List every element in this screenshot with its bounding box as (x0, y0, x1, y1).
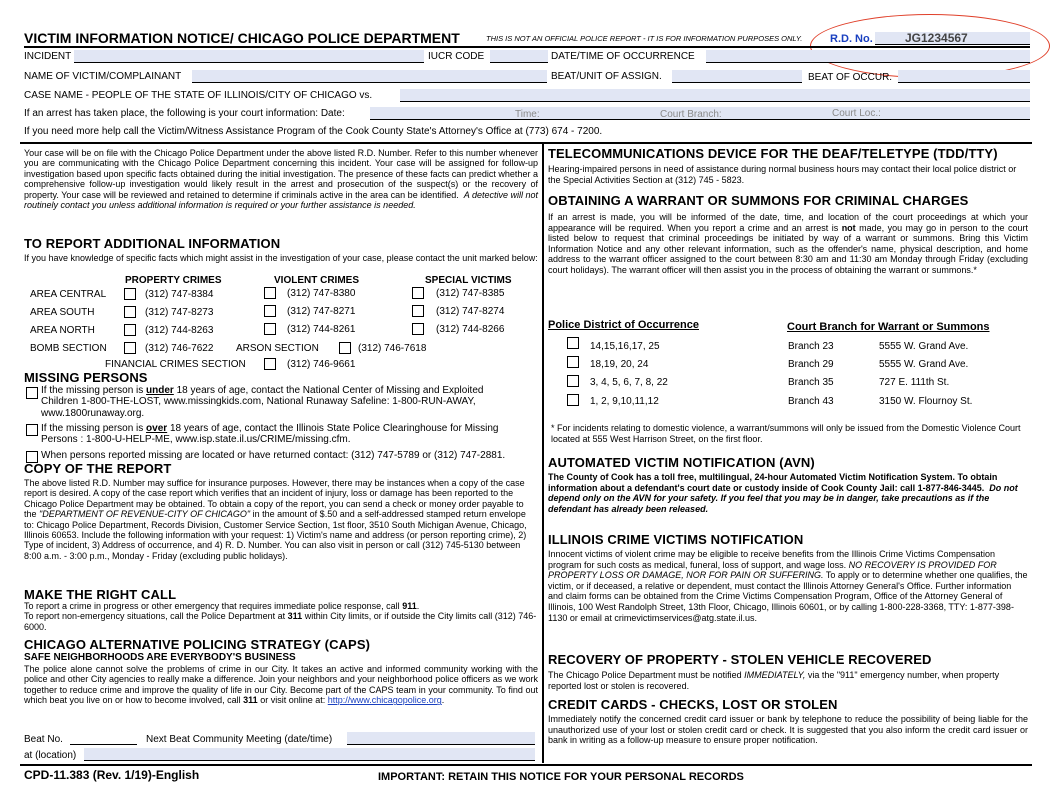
avn-text: The County of Cook has a toll free, multilingual, 24-hour Automated Victim Notification System. To obtain information about a defendant's court date or custody inside of Cook County Jail: call 1-877-846-3445. Do not depend only on the AVN for your safety. If you feel that you may be in danger, take precautions as if the defendant has already been released. (548, 472, 1018, 514)
branch-heading: Court Branch for Warrant or Summons (787, 321, 990, 333)
beat-unit-label: BEAT/UNIT OF ASSIGN. (551, 71, 662, 82)
checkbox-special-south[interactable] (412, 305, 424, 317)
checkbox-special-central[interactable] (412, 287, 424, 299)
tdd-text: Hearing-impaired persons in need of assistance during normal business hours may contact their local police district or the Special Activities Section at (312) 745 - 5823. (548, 164, 1017, 185)
district-list: 3, 4, 5, 6, 7, 8, 22 (590, 377, 668, 388)
victim-label: NAME OF VICTIM/COMPLAINANT (24, 71, 182, 82)
violent-phone: (312) 747-8380 (287, 288, 356, 299)
rd-label: R.D. No. (830, 33, 873, 45)
checkbox-district-row[interactable] (567, 337, 579, 349)
case-name-field[interactable] (400, 89, 1030, 101)
area-north-label: AREA NORTH (30, 325, 95, 336)
case-name-label: CASE NAME - PEOPLE OF THE STATE OF ILLINOIS/CITY OF CHICAGO vs. (24, 90, 373, 101)
property-phone: (312) 747-8273 (145, 307, 214, 318)
col-violent-crimes: VIOLENT CRIMES (274, 275, 360, 286)
iucr-label: IUCR CODE (428, 51, 485, 62)
help-line: If you need more help call the Victim/Witness Assistance Program of the Cook County State's Attorney's Office at (773) 674 - 7200. (24, 126, 603, 137)
arson-phone: (312) 746-7618 (358, 343, 427, 354)
bomb-phone: (312) 746-7622 (145, 343, 214, 354)
warrant-heading: OBTAINING A WARRANT OR SUMMONS FOR CRIMINAL CHARGES (548, 193, 969, 208)
checkbox-arson[interactable] (339, 342, 351, 354)
beat-occur-field[interactable] (898, 70, 1030, 82)
caps-link[interactable]: http://www.chicagopolice.org (327, 695, 442, 706)
checkbox-financial[interactable] (264, 358, 276, 370)
iucr-field[interactable] (490, 50, 548, 62)
checkbox-district-row[interactable] (567, 356, 579, 368)
branch-name: Branch 43 (788, 396, 834, 407)
checkbox-violent-central[interactable] (264, 287, 276, 299)
at-location-field[interactable] (84, 748, 535, 760)
checkbox-missing-over-18[interactable] (26, 424, 38, 436)
branch-name: Branch 29 (788, 359, 834, 370)
arson-section-label: ARSON SECTION (236, 343, 319, 354)
special-phone: (312) 747-8385 (436, 288, 505, 299)
warrant-text: If an arrest is made, you will be informed of the date, time, and location of the court proceedings at which your appearance will be required. When you report a crime and an arrest is not made, you may go in person to the court listed below to request that criminal proceedings be initiated by way of a warrant or summons. Bring this Victim Information Notice and any other relevant information, such as the offender's name, physical description, and home address to the warrant officer assigned to the court between 8:30 am and 11:30 am Monday through Friday (excluding court holidays). The warrant officer will then assist you in the process of obtaining the warrant or summons.* (548, 212, 1028, 275)
right-call-text: To report a crime in progress or other emergency that requires immediate police response, call 911. To report non-emergency situations, call the Police Department at 311 within City limits, or if outside the City limits call (312) 746-6000. (24, 601, 537, 632)
district-list: 1, 2, 9,10,11,12 (590, 396, 659, 407)
court-loc-label: Court Loc.: (832, 108, 881, 119)
property-phone: (312) 747-8384 (145, 289, 214, 300)
beat-unit-field[interactable] (672, 70, 802, 82)
branch-name: Branch 23 (788, 341, 834, 352)
checkbox-special-north[interactable] (412, 323, 424, 335)
violent-phone: (312) 747-8271 (287, 306, 356, 317)
checkbox-district-row[interactable] (567, 394, 579, 406)
checkbox-district-row[interactable] (567, 375, 579, 387)
area-central-label: AREA CENTRAL (30, 289, 107, 300)
district-list: 14,15,16,17, 25 (590, 341, 660, 352)
district-heading: Police District of Occurrence (548, 319, 699, 331)
tdd-heading: TELECOMMUNICATIONS DEVICE FOR THE DEAF/TELETYPE (TDD/TTY) (548, 146, 998, 161)
copy-report-text: The above listed R.D. Number may suffice for insurance purposes. However, there may be instances when a copy of the case report is desired. A copy of the case report which verifies that an incident of injury, loss or damage has been reported to the Chicago Police Department may be obtained. To obtain a copy of the report, you can send a check or money order payable to the "DEPARTMENT OF REVENUE-CITY OF CHICAGO" in the amount of $.50 and a self-addressed stamped return envelope to: Chicago Police Department, Records Division, Customer Service Section, 1st floor, 3510 South Michigan Avenue, Chicago, Illinois 60653. Include the following information with your request: 1) Victim's name and address (or person reporting crime), 2) Type of incident, 3) Address of occurrence, and 4) R. D. Number. You can also visit in person or call (312) 745-5130 between 8:00 a.m. - 3:00 p.m., Monday - Friday (excluding public holidays). (24, 478, 527, 561)
datetime-field[interactable] (706, 50, 1030, 62)
checkbox-missing-under-18[interactable] (26, 387, 38, 399)
incident-field[interactable] (74, 50, 424, 62)
time-label: Time: (515, 109, 540, 120)
missing-under-18-text: If the missing person is under 18 years of age, contact the National Center of Missing and Exploited Children 1-800-THE-LOST, www.missingkids.com, National Runaway Safeline: 1-800-RUN-AWAY, www.1800runaway.org. (41, 385, 484, 419)
checkbox-property-central[interactable] (124, 288, 136, 300)
beat-occur-label: BEAT OF OCCUR. (808, 72, 893, 83)
page-title: VICTIM INFORMATION NOTICE/ CHICAGO POLICE DEPARTMENT (24, 30, 460, 46)
branch-address: 3150 W. Flournoy St. (879, 396, 973, 407)
special-phone: (312) 747-8274 (436, 306, 505, 317)
credit-cards-heading: CREDIT CARDS - CHECKS, LOST OR STOLEN (548, 697, 838, 712)
missing-over-18-text: If the missing person is over 18 years of age, contact the Illinois State Police Clearinghouse for Missing Persons : 1-800-U-HELP-ME, www.isp.state.il.us/CRIME/missing.cfm. (41, 423, 499, 446)
recovery-heading: RECOVERY OF PROPERTY - STOLEN VEHICLE RECOVERED (548, 652, 932, 667)
bomb-section-label: BOMB SECTION (30, 343, 107, 354)
violent-phone: (312) 744-8261 (287, 324, 356, 335)
branch-name: Branch 35 (788, 377, 834, 388)
disclaimer: THIS IS NOT AN OFFICIAL POLICE REPORT - IT IS FOR INFORMATION PURPOSES ONLY. (486, 34, 803, 43)
missing-persons-heading: MISSING PERSONS (24, 370, 148, 385)
report-text: If you have knowledge of specific facts which might assist in the investigation of your case, please contact the unit marked below: (24, 253, 538, 263)
col-property-crimes: PROPERTY CRIMES (125, 275, 222, 286)
financial-phone: (312) 746-9661 (287, 359, 356, 370)
report-heading: TO REPORT ADDITIONAL INFORMATION (24, 236, 281, 251)
area-south-label: AREA SOUTH (30, 307, 95, 318)
next-beat-field[interactable] (347, 732, 535, 744)
court-branch-label: Court Branch: (660, 109, 722, 120)
col-special-victims: SPECIAL VICTIMS (425, 275, 512, 286)
caps-heading: CHICAGO ALTERNATIVE POLICING STRATEGY (CAPS) (24, 637, 371, 652)
branch-address: 5555 W. Grand Ave. (879, 341, 969, 352)
special-phone: (312) 744-8266 (436, 324, 505, 335)
next-beat-label: Next Beat Community Meeting (date/time) (146, 734, 333, 745)
branch-address: 5555 W. Grand Ave. (879, 359, 969, 370)
icv-heading: ILLINOIS CRIME VICTIMS NOTIFICATION (548, 532, 804, 547)
victim-field[interactable] (192, 70, 547, 82)
missing-located-text: When persons reported missing are located or have returned contact: (312) 747-5789 or (312) 747-2881. (41, 450, 506, 461)
checkbox-bomb[interactable] (124, 342, 136, 354)
datetime-label: DATE/TIME OF OCCURRENCE (551, 51, 695, 62)
beat-no-label: Beat No. (24, 734, 63, 745)
incident-label: INCIDENT (24, 51, 72, 62)
right-call-heading: MAKE THE RIGHT CALL (24, 587, 177, 602)
arrest-label: If an arrest has taken place, the following is your court information: Date: (24, 108, 345, 119)
checkbox-property-north[interactable] (124, 324, 136, 336)
intro-paragraph: Your case will be on file with the Chicago Police Department under the above listed R.D. Number. Refer to this number whenever you are communicating with the Chicago Police Department concerning this incident. Your case will be assigned for follow-up investigation based upon specific facts obtained during the initial investigation. The presence of these facts can predict whether a comprehensive follow-up investigation would likely result in the arrest and prosecution of the suspect(s) or the recovery of property. Your case will be reviewed and retained to determine if criminals active in the area can be identified. A detective will not routinely contact you unless additional information is required or your further assistance is needed. (24, 148, 538, 211)
caps-text: The police alone cannot solve the problems of crime in our City. It takes an active and informed community working with the police and other City agencies to really make a difference. Join your neighbors and your neighborhood police officers as we work together to reduce crime and improve the quality of life in our City. Become part of the CAPS team in your community. To find out which beat you live on or how to become involved, call 311 or visit online at: http://www.chicagopolice.org. (24, 664, 538, 706)
checkbox-violent-south[interactable] (264, 305, 276, 317)
copy-report-heading: COPY OF THE REPORT (24, 461, 172, 476)
form-number: CPD-11.383 (Rev. 1/19)-English (24, 768, 200, 782)
caps-subheading: SAFE NEIGHBORHOODS ARE EVERYBODY'S BUSINESS (24, 652, 296, 663)
financial-section-label: FINANCIAL CRIMES SECTION (105, 359, 246, 370)
rd-number: JG1234567 (905, 31, 968, 45)
domestic-violence-footnote: * For incidents relating to domestic violence, a warrant/summons will only be issued from the Domestic Violence Court located at 555 West Harrison Street, on the first floor. (551, 423, 1021, 444)
property-phone: (312) 744-8263 (145, 325, 214, 336)
checkbox-property-south[interactable] (124, 306, 136, 318)
district-list: 18,19, 20, 24 (590, 359, 649, 370)
branch-address: 727 E. 111th St. (879, 377, 950, 388)
avn-heading: AUTOMATED VICTIM NOTIFICATION (AVN) (548, 455, 815, 470)
important-notice: IMPORTANT: RETAIN THIS NOTICE FOR YOUR PERSONAL RECORDS (378, 771, 744, 783)
recovery-text: The Chicago Police Department must be notified IMMEDIATELY, via the "911" emergency number, when property reported lost or stolen is recovered. (548, 670, 1000, 691)
icv-text: Innocent victims of violent crime may be eligible to receive benefits from the Illinois Crime Victims Compensation program for such costs as medical, funeral, loss of support, and wage loss. NO RECOVERY IS PROVIDED FOR PROPERTY LOSS OR DAMAGE, NOR FOR PAIN OR SUFFERING. To apply or to determine whether one qualifies, the victim, or if deceased, a relative or dependent, must contact the Illinois Attorney General's Office. Further information and claim forms can be obtained from the Crime Victims Compensation Program, Office of the Attorney General of Illinois, 100 West Randolph Street, 13th Floor, Chicago, Illinois 60601, or by calling 1-800-228-3368, TTY: 1-877-398-1130 or email at crimevictimservices@atg.state.il.us. (548, 549, 1028, 623)
credit-cards-text: Immediately notify the concerned credit card issuer or bank by telephone to reduce the possibility of being liable for the unauthorized use of your lost or stolen credit card or check. It is suggested that you also inform the credit card issuer or bank in writing as a follow-up measure to ensure proper notification. (548, 714, 1028, 746)
checkbox-violent-north[interactable] (264, 323, 276, 335)
at-location-label: at (location) (24, 750, 77, 761)
